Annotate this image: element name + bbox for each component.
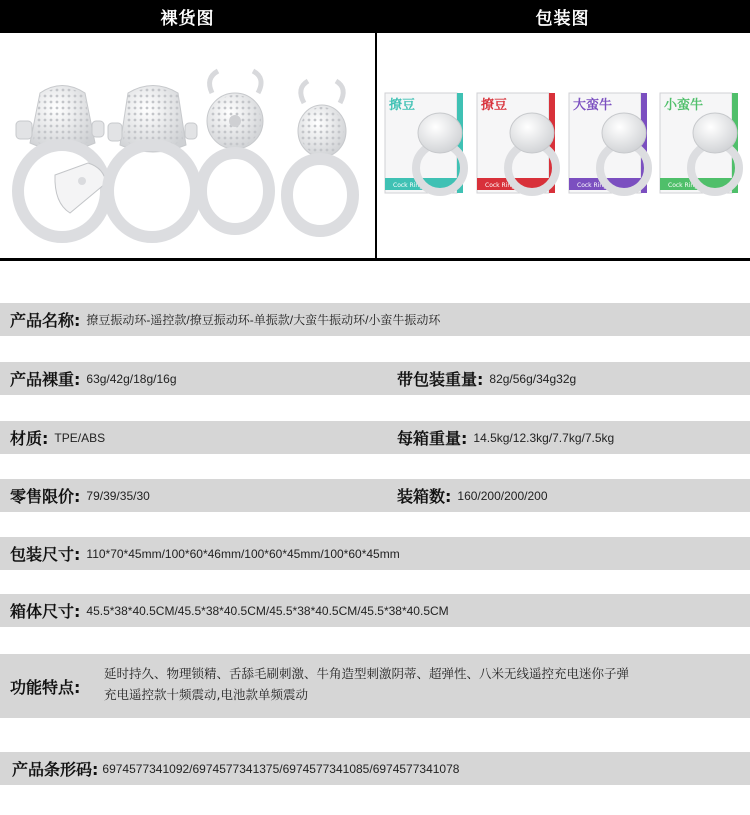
package-product-head: [418, 113, 462, 153]
spec-label: 装箱数:: [397, 487, 452, 506]
spec-row-material: [0, 421, 750, 454]
package-box: [569, 93, 648, 193]
spec-value: 14.5kg/12.3kg/7.7kg/7.5kg: [473, 430, 615, 445]
spec-value: 63g/42g/18g/16g: [86, 371, 177, 386]
spec-label: 功能特点:: [10, 677, 81, 697]
package-product-head: [693, 113, 737, 153]
spec-value: 撩豆振动环-遥控款/撩豆振动环-单振款/大蛮牛振动环/小蛮牛振动环: [86, 313, 441, 327]
spec-row-carton-size: [0, 594, 750, 627]
spec-label: 包装尺寸:: [10, 545, 81, 564]
gallery-bottom-line: [0, 258, 750, 261]
package-box: [660, 93, 739, 193]
spec-value: 6974577341092/6974577341375/6974577341085/6974577341078: [102, 761, 460, 776]
spec-row-name: [0, 303, 750, 336]
spec-label: 带包装重量:: [397, 370, 484, 389]
product-single-ring: [108, 86, 197, 238]
package-tag: Cock Ring: [577, 182, 607, 189]
package-brand: 大蛮牛: [573, 98, 613, 113]
spec-value: 82g/56g/34g32g: [489, 371, 577, 386]
package-brand: 撩豆: [389, 98, 416, 113]
package-tag: Cock Ring: [393, 182, 423, 189]
spec-label: 产品条形码:: [12, 760, 99, 779]
spec-label: 产品裸重:: [10, 370, 81, 389]
package-product-head: [510, 113, 554, 153]
product-small-bull-ring: [287, 81, 353, 231]
spec-row-barcode: [0, 752, 750, 785]
features-line-1: 延时持久、物理锁精、舌舔毛刷刺激、牛角造型刺激阴蒂、超弹性、八米无线遥控充电迷你子弹: [104, 666, 630, 681]
bare-product-image: [0, 33, 375, 259]
features-text: [104, 663, 629, 705]
spec-value: 110*70*45mm/100*60*46mm/100*60*45mm/100*60*45mm: [86, 546, 400, 561]
gallery-divider: [375, 33, 377, 261]
spec-label: 产品名称:: [10, 311, 81, 330]
spec-row-weight: [0, 362, 750, 395]
header-bar: [0, 0, 750, 33]
packaging-title: 包装图: [535, 9, 590, 29]
packaging-image: [377, 33, 750, 259]
spec-value: 160/200/200/200: [457, 488, 548, 503]
spec-label: 材质:: [10, 429, 49, 448]
spec-value: TPE/ABS: [54, 430, 106, 445]
bare-product-title: 裸货图: [160, 9, 215, 29]
package-box: [385, 93, 464, 193]
spec-label: 每箱重量:: [397, 429, 468, 448]
product-big-bull-ring: [201, 71, 269, 229]
package-product-head: [602, 113, 646, 153]
package-tag: Cock Ring: [668, 182, 698, 189]
spec-row-pack-size: [0, 537, 750, 570]
features-line-2: 充电遥控款十频震动,电池款单频震动: [104, 687, 308, 702]
package-box: [477, 93, 556, 193]
product-remote-ring: [16, 86, 106, 238]
spec-value: 79/39/35/30: [86, 488, 150, 503]
package-brand: 撩豆: [481, 98, 508, 113]
spec-row-features: [0, 654, 750, 718]
spec-value: 45.5*38*40.5CM/45.5*38*40.5CM/45.5*38*40.5CM/45.5*38*40.5CM: [86, 603, 449, 618]
spec-label: 箱体尺寸:: [10, 602, 81, 621]
package-tag: Cock Ring: [485, 182, 515, 189]
spec-label: 零售限价:: [10, 487, 81, 506]
package-brand: 小蛮牛: [664, 98, 704, 113]
spec-row-price: [0, 479, 750, 512]
